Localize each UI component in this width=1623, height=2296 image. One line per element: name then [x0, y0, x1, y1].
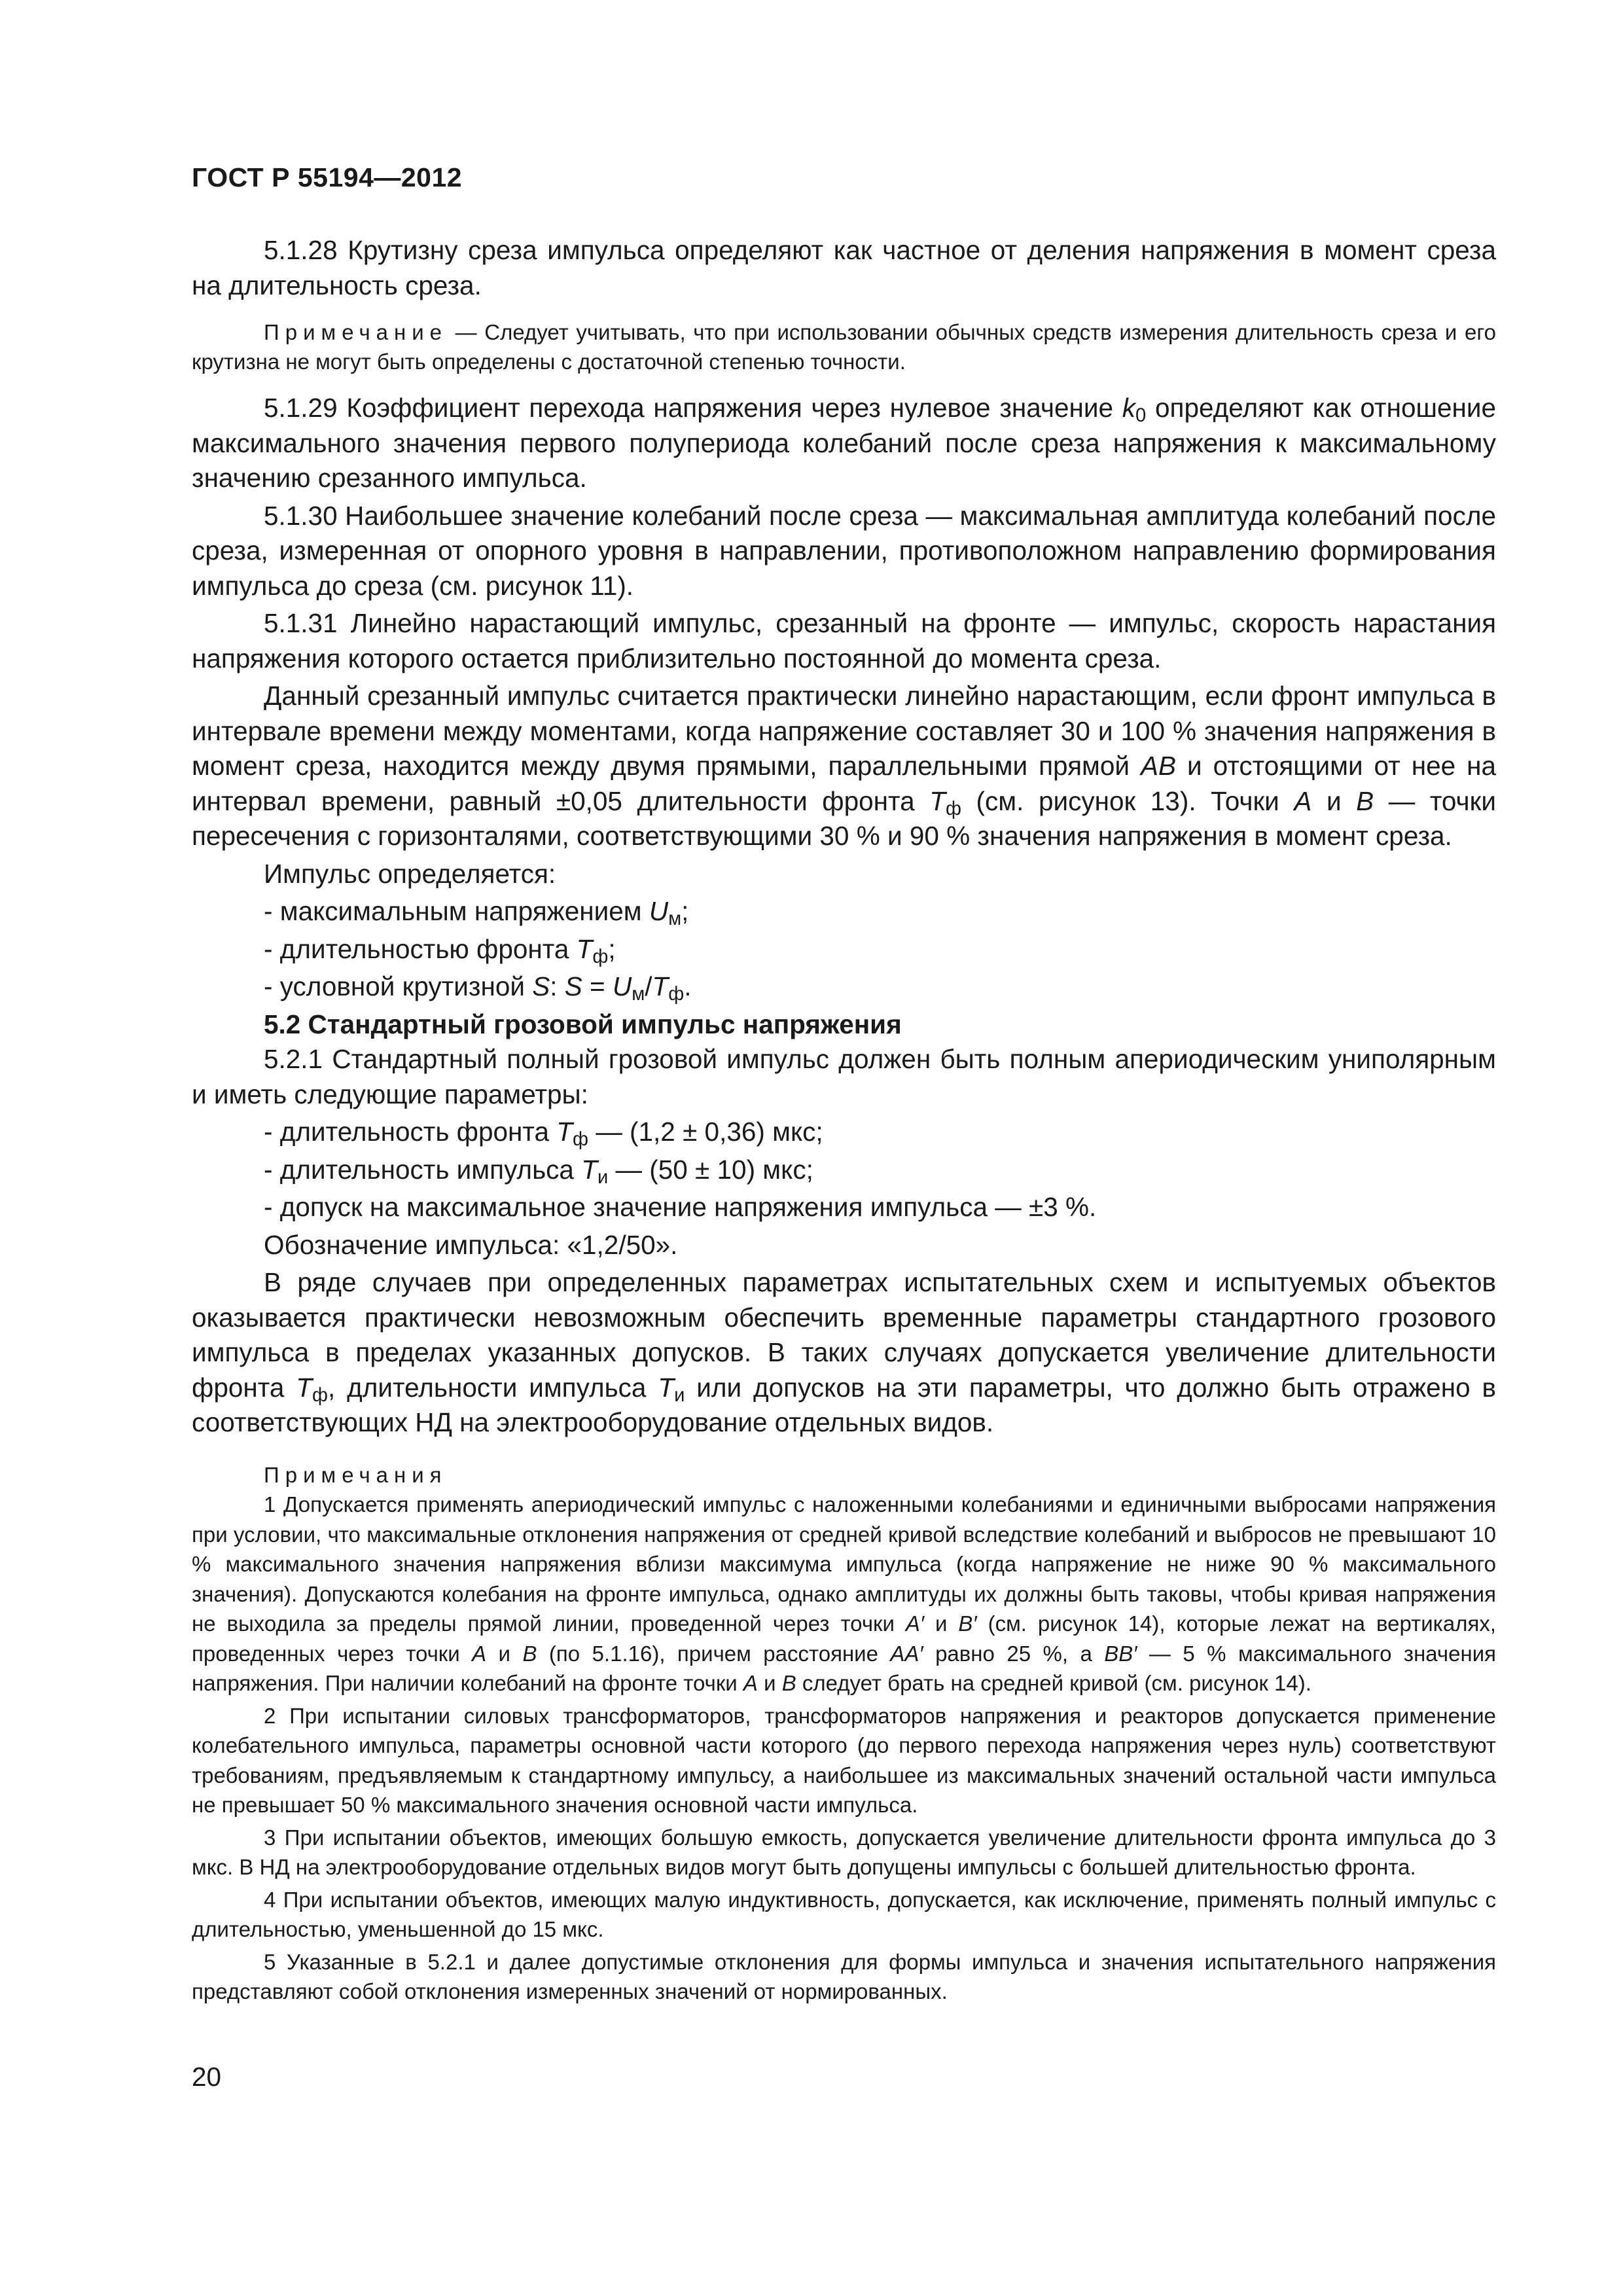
- paragraph-special-cases: [192, 1265, 1496, 1441]
- math-subscript: ф: [668, 984, 685, 1005]
- paragraph-text: , длительности импульса: [327, 1372, 658, 1403]
- math-symbol: B: [1356, 785, 1374, 816]
- list-text: ;: [681, 896, 689, 926]
- clause-5-1-31: 5.1.31 Линейно нарастающий импульс, срезанный на фронте — импульс, скорость нарастания напряжения которого остается приблизительно постоянной до момента среза.: [192, 608, 1496, 673]
- clause-5-1-29: [192, 391, 1496, 496]
- math-symbol: B′: [958, 1611, 977, 1636]
- note-text: 1 Допускается применять апериодический импульс с наложенными колебаниями и единичными выбросами напряжения при условии, что максимальные отклонения напряжения от средней кривой вследствие колебаний и выбросов не превышают 10 % максимального значения напряжения вблизи максимума импульса (когда напряжение не ниже 90 % максимального значения). Допускаются колебания на фронте импульса, однако амплитуды их должны быть таковы, чтобы кривая напряжения не выходила за пределы прямой линии, проведенной через точки: [192, 1492, 1496, 1636]
- math-subscript: м: [632, 984, 645, 1005]
- math-symbol: T: [576, 933, 593, 964]
- paragraph-text: или допусков на эти параметры, что должно быть отражено в соответствующих НД на электрооборудование отдельных видов.: [192, 1372, 1496, 1437]
- math-subscript: ф: [592, 946, 609, 967]
- math-symbol: T: [658, 1372, 675, 1403]
- page-body: [192, 233, 1496, 2007]
- math-symbol: A: [743, 1671, 758, 1695]
- list-text: =: [582, 971, 613, 1001]
- paragraph-text: (см. рисунок 13). Точки: [961, 785, 1294, 816]
- paragraph-text: В ряде случаев при определенных параметрах испытательных схем и испытуемых объектов оказывается практически невозможным обеспечить временные параметры стандартного грозового импульса в пределах указанных допусков. В таких случаях допускается увеличение длительности фронта: [192, 1267, 1496, 1403]
- list-item-impulse-tolerance: [192, 1153, 1496, 1188]
- math-symbol: T: [296, 1372, 312, 1403]
- math-subscript: и: [597, 1166, 609, 1188]
- notes-block: [192, 1460, 1496, 2007]
- math-symbol: AA′: [890, 1641, 923, 1666]
- note-text: следует брать на средней кривой (см. рисунок 14).: [796, 1671, 1311, 1695]
- note-item-3: 3 При испытании объектов, имеющих большую емкость, допускается увеличение длительности фронта импульса до 3 мкс. В НД на электрооборудование отдельных видов могут быть допущены импульсы с большей длительностью фронта.: [192, 1825, 1496, 1879]
- clause-5-2-1: 5.2.1 Стандартный полный грозовой импульс должен быть полным апериодическим униполярным и иметь следующие параметры:: [192, 1044, 1496, 1109]
- math-subscript: 0: [1135, 405, 1147, 426]
- math-symbol: A: [472, 1641, 487, 1666]
- paragraph-text: и: [1311, 785, 1357, 816]
- note-text: равно 25 %, а: [923, 1641, 1105, 1666]
- section-title-5-2: 5.2 Стандартный грозовой импульс напряжения: [264, 1009, 902, 1039]
- math-symbol: T: [581, 1154, 597, 1185]
- list-text: - длительность фронта: [264, 1117, 557, 1147]
- math-symbol: T: [929, 785, 946, 816]
- math-symbol: AB: [1141, 751, 1177, 781]
- note-text: (см. рисунок 14), которые лежат на вертикалях, проведенных через точки: [192, 1611, 1496, 1666]
- math-symbol: T: [652, 971, 669, 1001]
- list-item-max-voltage: [192, 894, 1496, 929]
- paragraph-text: Данный срезанный импульс считается практически линейно нарастающим, если фронт импульса в интервале времени между моментами, когда напряжение составляет 30 и 100 % значения напряжения в момент среза, находится между двумя прямыми, параллельными прямой: [192, 681, 1496, 781]
- math-symbol: k: [1122, 393, 1136, 423]
- math-symbol: S: [564, 971, 582, 1001]
- notes-heading: Примечания: [264, 1462, 448, 1487]
- list-text: :: [550, 971, 565, 1001]
- math-subscript: и: [674, 1384, 685, 1406]
- document-header: ГОСТ Р 55194—2012: [192, 162, 463, 192]
- note-item-5: 5 Указанные в 5.2.1 и далее допустимые отклонения для формы импульса и значения испытательного напряжения представляют собой отклонения измеренных значений от нормированных.: [192, 1949, 1496, 2003]
- note-text: и: [924, 1611, 959, 1636]
- list-text: — (50 ± 10) мкс;: [608, 1154, 813, 1185]
- note-item-4: 4 При испытании объектов, имеющих малую индуктивность, допускается, как исключение, применять полный импульс с длительностью, уменьшенной до 15 мкс.: [192, 1887, 1496, 1941]
- list-text: .: [684, 971, 692, 1001]
- note-text: и: [757, 1671, 782, 1695]
- math-symbol: U: [649, 896, 669, 926]
- list-text: - длительностью фронта: [264, 933, 577, 964]
- paragraph-linear-impulse: [192, 679, 1496, 854]
- note-item-2: 2 При испытании силовых трансформаторов, трансформаторов напряжения и реакторов допускается применение колебательного импульса, параметры основной части которого (до первого перехода напряжения через нуль) соответствуют требованиям, предъявляемым к стандартному импульсу, а наибольшее из максимальных значений остальной части импульса не превышает 50 % максимального значения основной части импульса.: [192, 1703, 1496, 1817]
- list-text: - условной крутизной: [264, 971, 533, 1001]
- clause-text: 5.1.29 Коэффициент перехода напряжения через нулевое значение: [264, 393, 1122, 423]
- math-symbol: A: [1294, 785, 1312, 816]
- list-item-steepness: [192, 969, 1496, 1005]
- list-text: /: [645, 971, 652, 1001]
- clause-text: определяют как отношение максимального значения первого полупериода колебаний после среза напряжения к максимальному значению срезанного импульса.: [192, 393, 1497, 493]
- math-symbol: B: [522, 1641, 537, 1666]
- note-text: и: [486, 1641, 523, 1666]
- math-symbol: A′: [905, 1611, 925, 1636]
- note-5-1-28: [192, 317, 1496, 376]
- math-symbol: B: [781, 1671, 796, 1695]
- page-number: 20: [192, 2062, 222, 2092]
- list-item-front-duration: [192, 932, 1496, 967]
- math-subscript: ф: [945, 798, 961, 819]
- paragraph-impulse-defined: Импульс определяется:: [264, 858, 556, 889]
- paragraph-text: — точки пересечения с горизонталями, соответствующими 30 % и 90 % значения напряжения в момент среза.: [192, 785, 1496, 851]
- math-symbol: T: [556, 1117, 573, 1147]
- paragraph-text: и отстоящими от нее на интервал времени, равный ±0,05 длительности фронта: [192, 751, 1497, 816]
- clause-5-1-30: 5.1.30 Наибольшее значение колебаний после среза — максимальная амплитуда колебаний после среза, измеренная от опорного уровня в направлении, противоположном направлению формирования импульса до среза (см. рисунок 11).: [192, 500, 1496, 601]
- list-text: - длительность импульса: [264, 1154, 582, 1185]
- math-subscript: ф: [573, 1129, 589, 1150]
- math-symbol: BB′: [1104, 1641, 1137, 1666]
- note-text: — 5 % максимального значения напряжения. При наличии колебаний на фронте точки: [192, 1641, 1496, 1695]
- list-item-front-tolerance: [192, 1115, 1496, 1150]
- note-text: (по 5.1.16), причем расстояние: [537, 1641, 891, 1666]
- math-subscript: м: [668, 908, 682, 929]
- note-label: Примечание: [264, 320, 448, 344]
- clause-5-1-28: 5.1.28 Крутизну среза импульса определяют как частное от деления напряжения в момент среза на длительность среза.: [192, 235, 1496, 300]
- list-text: — (1,2 ± 0,36) мкс;: [588, 1117, 823, 1147]
- list-text: - максимальным напряжением: [264, 896, 649, 926]
- math-subscript: ф: [312, 1384, 328, 1406]
- note-item-1: [192, 1490, 1496, 1698]
- note-text: — Следует учитывать, что при использовании обычных средств измерения длительность среза и его крутизна не могут быть определены с достаточной степенью точности.: [192, 320, 1496, 374]
- math-symbol: U: [612, 971, 632, 1001]
- list-text: ;: [608, 933, 616, 964]
- math-symbol: S: [532, 971, 550, 1001]
- list-item-voltage-tolerance: - допуск на максимальное значение напряжения импульса — ±3 %.: [264, 1192, 1097, 1222]
- paragraph-impulse-designation: Обозначение импульса: «1,2/50».: [264, 1229, 678, 1260]
